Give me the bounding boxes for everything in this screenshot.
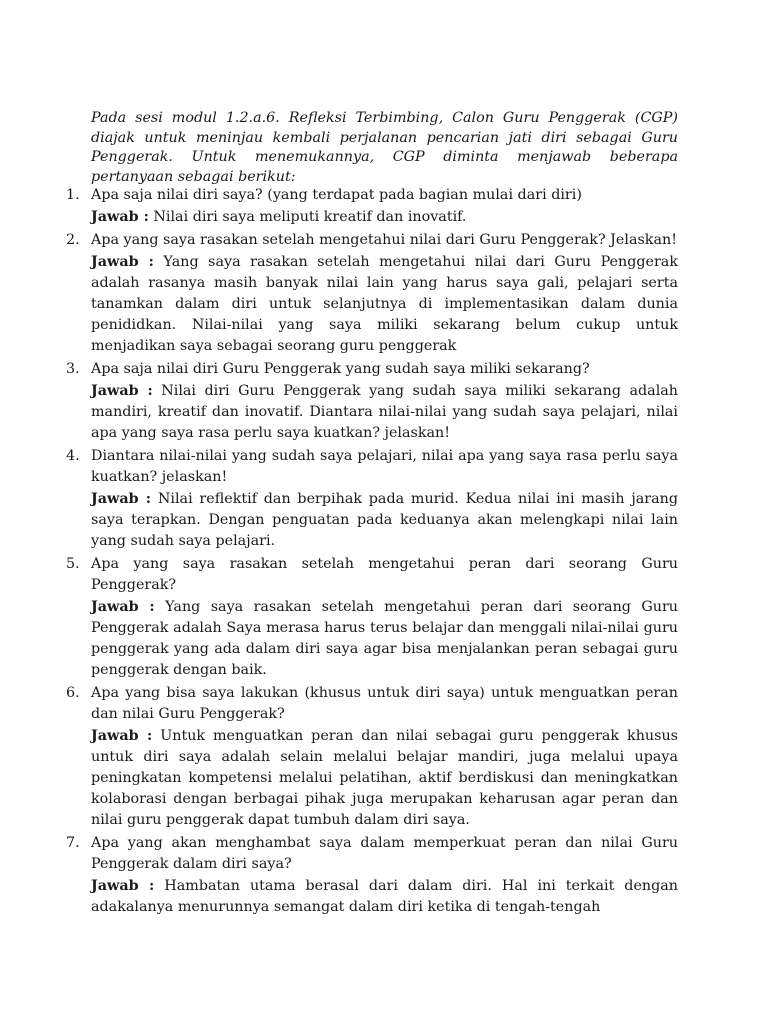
question-text: Apa yang akan menghambat saya dalam memperkuat peran dan nilai Guru Penggerak dalam diri saya?: [91, 835, 678, 872]
answer-text: Nilai reflektif dan berpihak pada murid. Kedua nilai ini masih jarang saya terapkan. Dengan penguatan pada keduanya akan melengkapi nilai lain yang sudah saya pelajari.: [91, 491, 679, 549]
question-text: Apa yang saya rasakan setelah mengetahui nilai dari Guru Penggerak? Jelaskan!: [91, 232, 677, 248]
question-text: Apa yang bisa saya lakukan (khusus untuk diri saya) untuk menguatkan peran dan nilai Guru Penggerak?: [91, 685, 678, 722]
list-item: [0, 833, 768, 918]
answer-text: Yang saya rasakan setelah mengetahui peran dari seorang Guru Penggerak adalah Saya merasa harus terus belajar dan menggali nilai-nilai guru penggerak yang ada dalam diri saya agar bisa menjalankan peran sebagai guru penggerak dengan baik.: [91, 599, 678, 678]
answer-label: Jawab :: [91, 383, 153, 399]
item-number: 2.: [66, 232, 80, 248]
list-item: [0, 230, 768, 357]
item-number: 7.: [66, 835, 80, 851]
answer-block: [91, 597, 678, 681]
intro-paragraph: Pada sesi modul 1.2.a.6. Refleksi Terbimbing, Calon Guru Penggerak (CGP) diajak untuk meninjau kembali perjalanan pencarian jati diri sebagai Guru Penggerak. Untuk menemukannya, CGP diminta menjawab beberapa pertanyaan sebagai berikut:: [91, 110, 678, 186]
answer-label: Jawab :: [91, 728, 153, 744]
answer-text: Nilai diri Guru Penggerak yang sudah saya miliki sekarang adalah mandiri, kreatif dan inovatif. Diantara nilai-nilai yang sudah saya pelajari, nilai apa yang saya rasa perlu saya kuatkan? jelaskan!: [91, 383, 678, 441]
answer-text: Yang saya rasakan setelah mengetahui nilai dari Guru Penggerak adalah rasanya masih banyak nilai lain yang harus saya gali, pelajari serta tanamkan dalam diri untuk selanjutnya di implementasikan dalam dunia penididkan. Nilai-nilai yang saya miliki sekarang belum cukup untuk menjadikan saya sebagai seorang guru penggerak: [91, 254, 678, 354]
question-list: [0, 185, 768, 920]
answer-label: Jawab :: [91, 491, 152, 507]
list-item: [0, 359, 768, 444]
list-item: [0, 185, 768, 228]
list-item: [0, 446, 768, 552]
answer-label: Jawab :: [91, 254, 154, 270]
list-item: [0, 683, 768, 831]
question-text: Apa yang saya rasakan setelah mengetahui peran dari seorang Guru Penggerak?: [91, 556, 678, 593]
answer-label: Jawab :: [91, 209, 149, 225]
question-text: Apa saja nilai diri saya? (yang terdapat pada bagian mulai dari diri): [91, 187, 582, 203]
item-number: 3.: [66, 361, 80, 377]
answer-block: [91, 381, 678, 444]
item-number: 1.: [66, 187, 80, 203]
answer-text: Nilai diri saya meliputi kreatif dan inovatif.: [153, 209, 467, 225]
answer-block: [91, 207, 678, 228]
question-text: Apa saja nilai diri Guru Penggerak yang sudah saya miliki sekarang?: [91, 361, 590, 377]
item-number: 4.: [66, 448, 80, 464]
list-item: [0, 554, 768, 681]
item-number: 6.: [66, 685, 80, 701]
answer-label: Jawab :: [91, 599, 155, 615]
answer-block: [91, 876, 678, 918]
answer-text: Untuk menguatkan peran dan nilai sebagai guru penggerak khusus untuk diri saya adalah selain melalui belajar mandiri, juga melalui upaya peningkatan kompetensi melalui pelatihan, aktif berdiskusi dan meningkatkan kolaborasi dengan berbagai pihak juga merupakan keharusan agar peran dan nilai guru penggerak dapat tumbuh dalam diri saya.: [91, 728, 678, 828]
question-text: Diantara nilai-nilai yang sudah saya pelajari, nilai apa yang saya rasa perlu saya kuatkan? jelaskan!: [91, 448, 678, 485]
answer-block: [91, 726, 678, 831]
answer-block: [91, 489, 678, 552]
answer-text: Hambatan utama berasal dari dalam diri. Hal ini terkait dengan adakalanya menurunnya semangat dalam diri ketika di tengah-tengah: [91, 878, 678, 915]
answer-block: [91, 252, 678, 357]
item-number: 5.: [66, 556, 80, 572]
answer-label: Jawab :: [91, 878, 155, 894]
